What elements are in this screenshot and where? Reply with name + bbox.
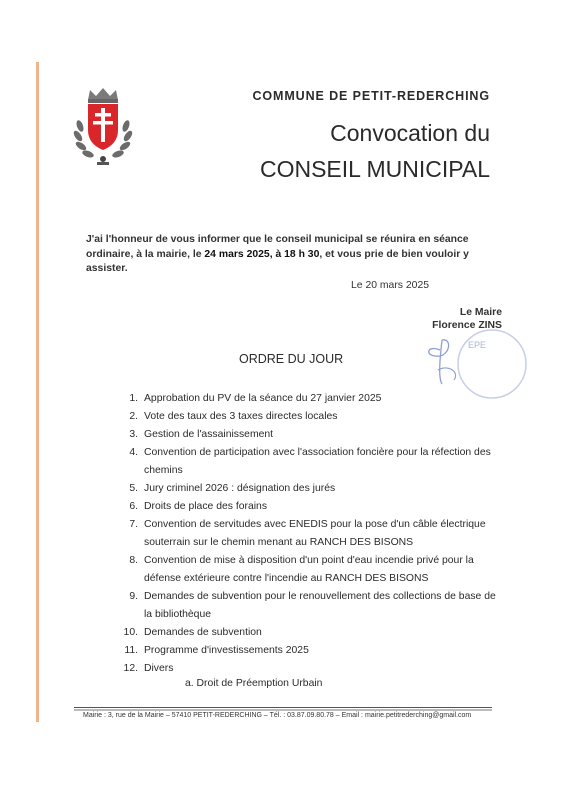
agenda-item-text: Approbation du PV de la séance du 27 janvier 2025 (144, 393, 382, 404)
intro-text-part1: J'ai l'honneur de vous informer que le conseil municipal se réunira en séance ordinaire, à la mairie, le (86, 234, 469, 260)
margin-accent-line (36, 62, 39, 722)
intro-paragraph (86, 233, 496, 277)
agenda-item (112, 444, 502, 480)
agenda-item-number: 9. (129, 591, 138, 602)
agenda-list (112, 390, 502, 678)
agenda-item (112, 660, 502, 678)
agenda-item-text: Convention de mise à disposition d'un point d'eau incendie privé pour la défense extérieure contre l'incendie au RANCH DES BISONS (144, 555, 474, 584)
agenda-item-number: 2. (129, 411, 138, 422)
agenda-item-number: 1. (129, 393, 138, 404)
agenda-item-number: 3. (129, 429, 138, 440)
document-title-line2: CONSEIL MUNICIPAL (259, 156, 490, 182)
agenda-item-number: 7. (129, 519, 138, 530)
agenda-item-text: Convention de servitudes avec ENEDIS pour la pose d'un câble électrique souterrain sur le chemin menant au RANCH DES BISONS (144, 519, 486, 548)
agenda-item (112, 642, 502, 660)
agenda-item-number: 8. (129, 555, 138, 566)
agenda-item-number: 4. (129, 447, 138, 458)
agenda-item-text: Droits de place des forains (144, 501, 268, 512)
agenda-item (112, 498, 502, 516)
agenda-item (112, 480, 502, 498)
footer-divider (74, 707, 492, 708)
signature-role: Le Maire (459, 307, 502, 318)
agenda-item (112, 552, 502, 588)
stamp-text: EPE (468, 340, 487, 350)
agenda-item-number: 10. (123, 627, 138, 638)
agenda-item (112, 588, 502, 624)
signature-name: Florence ZINS (432, 320, 502, 331)
agenda-item-text: Convention de participation avec l'association foncière pour la réfection des chemins (144, 447, 491, 476)
agenda-item (112, 426, 502, 444)
agenda-item-text: Demandes de subvention pour le renouvellement des collections de base de la bibliothèque (144, 591, 496, 620)
commune-name: COMMUNE DE PETIT-REDERCHING (252, 89, 490, 103)
document-date: Le 20 mars 2025 (351, 280, 429, 291)
agenda-item (112, 624, 502, 642)
meeting-date-highlight: 24 mars 2025, à 18 h 30 (204, 248, 320, 260)
agenda-item-text: Jury criminel 2026 : désignation des jurés (144, 483, 336, 494)
agenda-item (112, 408, 502, 426)
agenda-sub-item: a. Droit de Préemption Urbain (185, 678, 323, 689)
document-title-line1: Convocation du (330, 120, 490, 146)
footer-divider-shadow (74, 709, 492, 711)
footer-contact: Mairie : 3, rue de la Mairie – 57410 PETIT-REDERCHING – Tél. : 03.87.09.80.78 – Email : mairie.petitrederching@gmail.com (83, 712, 472, 719)
agenda-item-text: Gestion de l'assainissement (144, 429, 274, 440)
agenda-item-number: 6. (129, 501, 138, 512)
agenda-item-number: 5. (129, 483, 138, 494)
agenda-item (112, 516, 502, 552)
agenda-item-text: Vote des taux des 3 taxes directes locales (144, 411, 338, 422)
agenda-item (112, 390, 502, 408)
agenda-item-text: Programme d'investissements 2025 (144, 645, 309, 656)
agenda-item-text: Divers (144, 663, 174, 674)
agenda-item-number: 12. (123, 663, 138, 674)
agenda-item-text: Demandes de subvention (144, 627, 262, 638)
agenda-heading: ORDRE DU JOUR (239, 352, 344, 366)
coat-of-arms-logo (72, 86, 134, 168)
agenda-item-number: 11. (124, 645, 138, 656)
intro-text-part2: , et vous prie de bien vouloir y assister. (86, 248, 469, 274)
